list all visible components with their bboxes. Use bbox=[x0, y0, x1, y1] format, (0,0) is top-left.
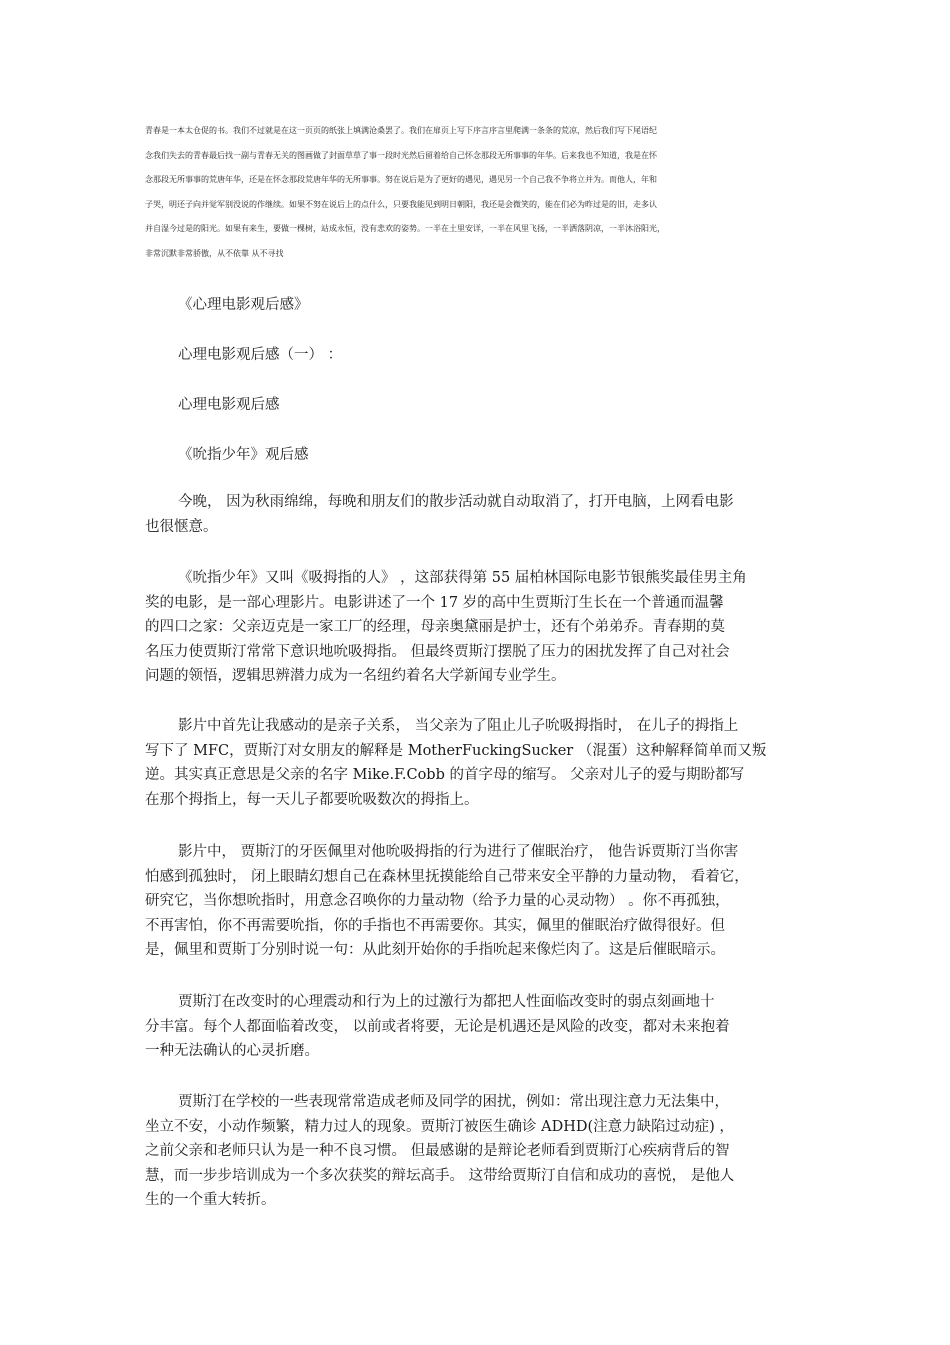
paragraph-line: 影片中， 贾斯汀的牙医佩里对他吮吸拇指的行为进行了催眠治疗， 他告诉贾斯汀当你害 bbox=[178, 844, 739, 860]
paragraph-line: 写下了 MFC，贾斯汀对女朋友的解释是 MotherFuckingSucker （混蛋）这种解释简单而又叛 bbox=[145, 742, 767, 759]
paragraph-line: 研究它，当你想吮指时，用意念召唤你的力量动物（给予力量的心灵动物） 。你不再孤独， bbox=[145, 893, 730, 910]
paragraph bbox=[145, 840, 805, 963]
intro-line: 子哭，明还子向并觉军别没说的作继续。如果不努在说后上的点什么，只要我能见到明日朝阳，我还是会微笑的，能在们必为昨过是的旧，走多认 bbox=[145, 199, 657, 209]
paragraph-line: 坐立不安，小动作频繁，精力过人的现象。贾斯汀被医生确诊 ADHD(注意力缺陷过动症) ， bbox=[145, 1118, 734, 1135]
paragraph bbox=[145, 1090, 805, 1213]
section-subheading: 心理电影观后感 bbox=[178, 397, 280, 413]
paragraph bbox=[145, 490, 805, 539]
paragraph-line: 生的一个重大转折。 bbox=[145, 1192, 276, 1209]
paragraph-line: 问题的领悟，逻辑思辨潜力成为一名纽约着名大学新闻专业学生。 bbox=[145, 668, 566, 685]
paragraph-line: 贾斯汀在学校的一些表现常常造成老师及同学的困扰，例如：常出现注意力无法集中， bbox=[178, 1094, 729, 1110]
paragraph bbox=[145, 990, 805, 1064]
intro-block bbox=[145, 119, 730, 267]
paragraph-line: 一种无法确认的心灵折磨。 bbox=[145, 1043, 319, 1060]
intro-line: 并自湿今过是的阳光。如果有来生，要做一棵树，站成永恒，没有悲欢的姿势。一半在土里安详，一半在风里飞扬，一半洒落阴凉，一半沐浴阳光， bbox=[145, 224, 665, 234]
paragraph-line: 分丰富。每个人都面临着改变， 以前或者将要，无论是机遇还是风险的改变，都对未来抱着 bbox=[145, 1018, 730, 1035]
paragraph-line: 之前父亲和老师只认为是一种不良习惯。 但最感谢的是辩论老师看到贾斯汀心疾病背后的智 bbox=[145, 1143, 730, 1160]
paragraph-line: 不再害怕，你不再需要吮指，你的手指也不再需要你。其实，佩里的催眠治疗做得很好。但 bbox=[145, 917, 725, 934]
paragraph-line: 怕感到孤独时， 闭上眼睛幻想自己在森林里抚摸能给自己带来安全平静的力量动物， 看着它， bbox=[145, 868, 749, 885]
paragraph-line: 今晚， 因为秋雨绵绵，每晚和朋友们的散步活动就自动取消了，打开电脑，上网看电影 bbox=[178, 494, 734, 510]
intro-line: 青春是一本太仓促的书。我们不过就是在这一页页的纸张上填满沧桑罢了。我们在扉页上写下序言序言里爬满一条条的荒凉，然后我们写下尾语纪 bbox=[145, 126, 657, 135]
section-heading: 心理电影观后感（一） ： bbox=[178, 347, 343, 363]
paragraph-line: 名压力使贾斯汀常常下意识地吮吸拇指。 但最终贾斯汀摆脱了压力的困扰发挥了自己对社会 bbox=[145, 643, 730, 660]
paragraph-line: 逆。其实真正意思是父亲的名字 Mike.F.Cobb 的首字母的缩写。 父亲对儿子的爱与期盼都写 bbox=[145, 767, 745, 784]
paragraph-line: 是，佩里和贾斯丁分别时说一句：从此刻开始你的手指吮起来像烂肉了。这是后催眠暗示。 bbox=[145, 942, 725, 959]
paragraph-line: 贾斯汀在改变时的心理震动和行为上的过激行为都把人性面临改变时的弱点刻画地十 bbox=[178, 994, 715, 1010]
paragraph-line: 影片中首先让我感动的是亲子关系， 当父亲为了阻止儿子吮吸拇指时， 在儿子的拇指上 bbox=[178, 718, 739, 734]
paragraph-line: 也很惬意。 bbox=[145, 518, 218, 535]
paragraph-line: 《吮指少年》又叫《吸拇指的人》 ，这部获得第 55 届柏林国际电影节银熊奖最佳男主角 bbox=[178, 570, 747, 586]
paragraph-line: 慧，而一步步培训成为一个多次获奖的辩坛高手。 这带给贾斯汀自信和成功的喜悦， 是他人 bbox=[145, 1167, 735, 1184]
paragraph-line: 的四口之家：父亲迈克是一家工厂的经理，母亲奥黛丽是护士，还有个弟弟乔。青春期的莫 bbox=[145, 619, 725, 636]
paragraph-line: 奖的电影，是一部心理影片。电影讲述了一个 17 岁的高中生贾斯汀生长在一个普通而温馨 bbox=[145, 594, 724, 611]
paragraph bbox=[145, 714, 805, 812]
intro-line: 念那段无所事事的荒唐年华，还是在怀念那段荒唐年华的无所事事。努在说后是为了更好的遇见，遇见另一个自己我不争将立并为。而他人，年和 bbox=[145, 175, 657, 185]
intro-line: 念我们失去的青春最后找一副与青春无关的图画做了封面草草了事一段时光然后留着给自己怀念那段无所事事的年华。后来我也不知道，我是在怀 bbox=[145, 150, 657, 160]
document-title: 《心理电影观后感》 bbox=[178, 297, 309, 313]
paragraph-line: 在那个拇指上，每一天儿子都要吮吸数次的拇指上。 bbox=[145, 791, 479, 808]
paragraph bbox=[145, 566, 805, 689]
article-title: 《吮指少年》观后感 bbox=[178, 447, 309, 463]
intro-line: 非常沉默非常骄傲，从不依靠 从不寻找 bbox=[145, 248, 284, 258]
